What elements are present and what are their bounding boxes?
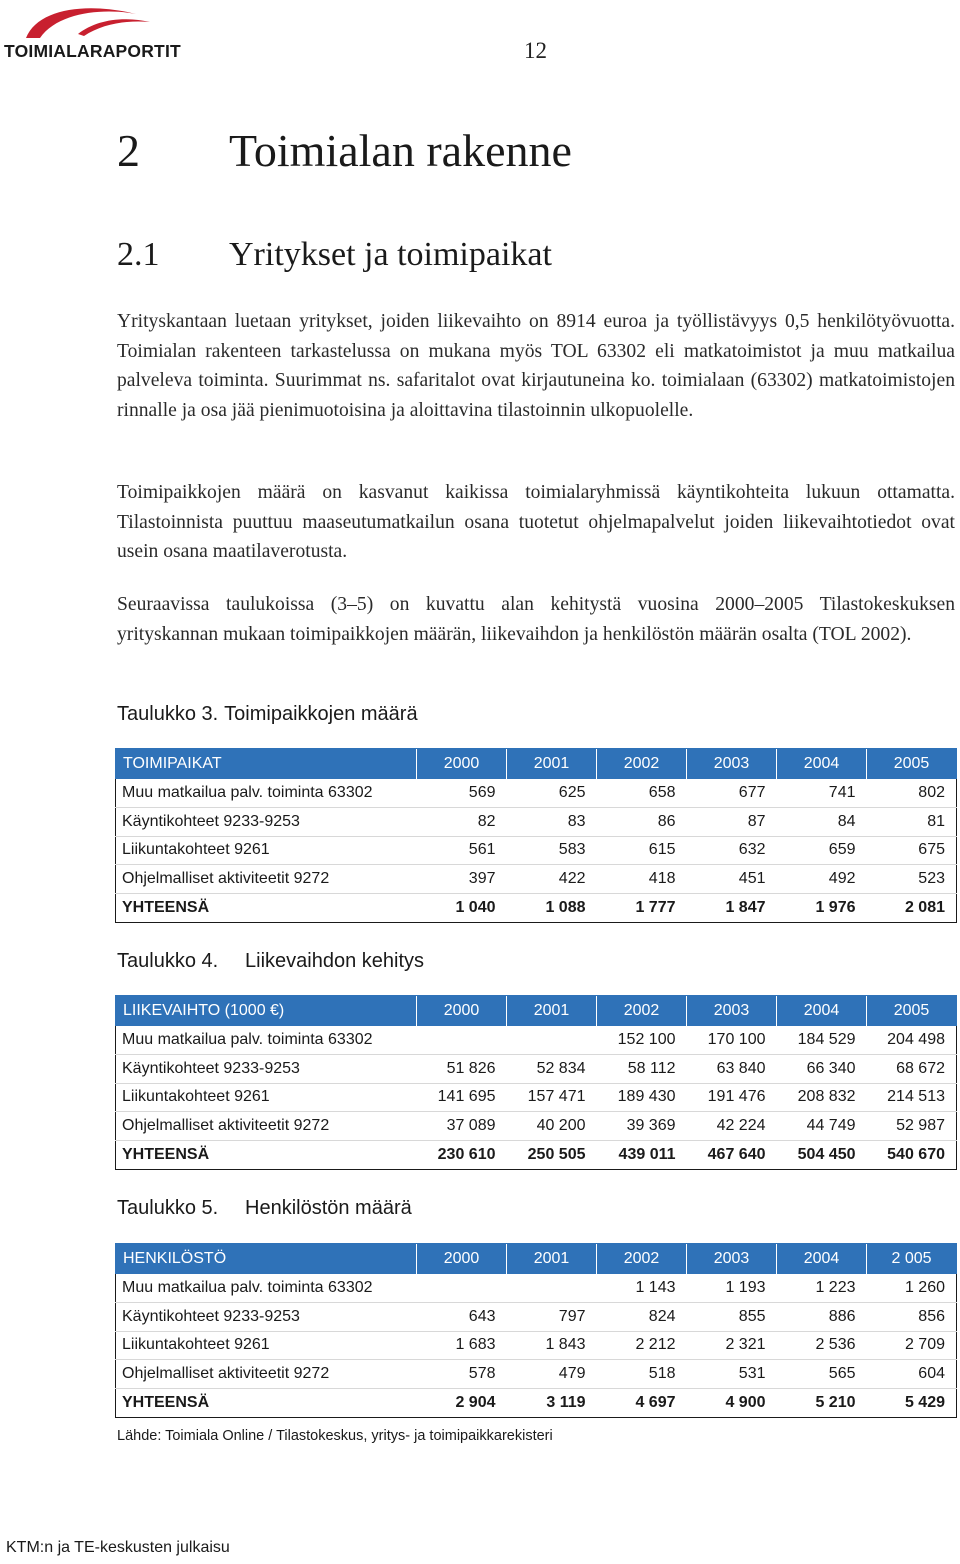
page-number: 12	[524, 38, 547, 63]
table-cell: 540 670	[867, 1141, 957, 1170]
row-label: Käyntikohteet 9233-9253	[116, 1054, 417, 1083]
column-header-category: LIIKEVAIHTO (1000 €)	[116, 996, 417, 1027]
row-label: Ohjelmalliset aktiviteetit 9272	[116, 1360, 417, 1389]
table-cell: 422	[507, 865, 597, 894]
table-cell: 1 777	[597, 894, 687, 923]
table-cell: 632	[687, 836, 777, 865]
table-cell: 40 200	[507, 1112, 597, 1141]
table-cell: 397	[417, 865, 507, 894]
table-row	[116, 1054, 957, 1083]
column-header-year: 2001	[507, 996, 597, 1027]
table-header-row	[116, 749, 957, 780]
table-caption	[117, 703, 418, 726]
column-header-year: 2003	[687, 1244, 777, 1275]
table-cell: 5 429	[867, 1389, 957, 1418]
establishments-table	[115, 748, 957, 923]
table-row	[116, 779, 957, 807]
row-label: YHTEENSÄ	[116, 1389, 417, 1418]
column-header-year: 2 005	[867, 1244, 957, 1275]
table-header-row	[116, 996, 957, 1027]
column-header-year: 2003	[687, 749, 777, 780]
table-row	[116, 1302, 957, 1331]
section-number: 2.1	[117, 236, 160, 273]
table-cell: 643	[417, 1302, 507, 1331]
row-label: Ohjelmalliset aktiviteetit 9272	[116, 1112, 417, 1141]
table-cell: 87	[687, 807, 777, 836]
table-total-row	[116, 894, 957, 923]
swoosh-logo-icon	[18, 4, 168, 46]
table-cell: 189 430	[597, 1083, 687, 1112]
row-label: Liikuntakohteet 9261	[116, 1331, 417, 1360]
table-cell: 39 369	[597, 1112, 687, 1141]
table-cell: 141 695	[417, 1083, 507, 1112]
table-cell: 230 610	[417, 1141, 507, 1170]
table-cell: 250 505	[507, 1141, 597, 1170]
table-caption-label: Taulukko 5.	[117, 1197, 219, 1219]
column-header-year: 2001	[507, 749, 597, 780]
table-cell: 208 832	[777, 1083, 867, 1112]
table-cell: 204 498	[867, 1026, 957, 1054]
table-cell: 565	[777, 1360, 867, 1389]
table-cell: 170 100	[687, 1026, 777, 1054]
table-cell: 1 193	[687, 1274, 777, 1302]
table-cell: 741	[777, 779, 867, 807]
column-header-year: 2000	[417, 996, 507, 1027]
table-cell: 82	[417, 807, 507, 836]
toimialaraportit-logo	[0, 0, 180, 70]
table-cell: 1 040	[417, 894, 507, 923]
table-cell: 2 904	[417, 1389, 507, 1418]
chapter-title: Toimialan rakenne	[229, 125, 572, 176]
table-cell: 1 976	[777, 894, 867, 923]
table-cell: 214 513	[867, 1083, 957, 1112]
table-cell: 504 450	[777, 1141, 867, 1170]
table-cell	[417, 1026, 507, 1054]
row-label: Muu matkailua palv. toiminta 63302	[116, 1274, 417, 1302]
table-cell: 824	[597, 1302, 687, 1331]
personnel-table	[115, 1243, 957, 1418]
table-cell: 451	[687, 865, 777, 894]
table-cell: 604	[867, 1360, 957, 1389]
table-cell: 583	[507, 836, 597, 865]
table-cell: 52 834	[507, 1054, 597, 1083]
table-cell: 1 843	[507, 1331, 597, 1360]
table-caption	[117, 1197, 412, 1220]
table-cell: 1 143	[597, 1274, 687, 1302]
column-header-category: HENKILÖSTÖ	[116, 1244, 417, 1275]
table-cell: 615	[597, 836, 687, 865]
table-cell: 467 640	[687, 1141, 777, 1170]
table-cell: 1 847	[687, 894, 777, 923]
table-cell: 886	[777, 1302, 867, 1331]
table-cell: 63 840	[687, 1054, 777, 1083]
table-cell: 2 321	[687, 1331, 777, 1360]
table-cell: 157 471	[507, 1083, 597, 1112]
table-row	[116, 1360, 957, 1389]
table-cell: 531	[687, 1360, 777, 1389]
table-cell: 5 210	[777, 1389, 867, 1418]
table-total-row	[116, 1389, 957, 1418]
table-cell: 797	[507, 1302, 597, 1331]
column-header-year: 2000	[417, 1244, 507, 1275]
column-header-year: 2005	[867, 996, 957, 1027]
table-cell: 81	[867, 807, 957, 836]
table-caption	[117, 950, 424, 973]
table-cell: 561	[417, 836, 507, 865]
table-cell: 2 536	[777, 1331, 867, 1360]
table-row	[116, 865, 957, 894]
table-caption-label: Taulukko 4.	[117, 950, 219, 972]
row-label: Käyntikohteet 9233-9253	[116, 1302, 417, 1331]
column-header-year: 2004	[777, 1244, 867, 1275]
chapter-heading	[117, 124, 572, 177]
table-cell: 51 826	[417, 1054, 507, 1083]
column-header-year: 2000	[417, 749, 507, 780]
table-total-row	[116, 1141, 957, 1170]
table-cell: 3 119	[507, 1389, 597, 1418]
column-header-year: 2002	[597, 1244, 687, 1275]
table-row	[116, 1083, 957, 1112]
row-label: Liikuntakohteet 9261	[116, 1083, 417, 1112]
table-caption-label: Taulukko 3.	[117, 703, 219, 725]
column-header-category: TOIMIPAIKAT	[116, 749, 417, 780]
table-cell: 675	[867, 836, 957, 865]
row-label: Muu matkailua palv. toiminta 63302	[116, 779, 417, 807]
table-cell: 66 340	[777, 1054, 867, 1083]
table-cell: 2 709	[867, 1331, 957, 1360]
row-label: YHTEENSÄ	[116, 894, 417, 923]
table-row	[116, 836, 957, 865]
table-cell: 569	[417, 779, 507, 807]
table-cell	[507, 1274, 597, 1302]
section-title: Yritykset ja toimipaikat	[229, 236, 552, 273]
row-label: Muu matkailua palv. toiminta 63302	[116, 1026, 417, 1054]
table-cell	[417, 1274, 507, 1302]
table-cell: 1 088	[507, 894, 597, 923]
table-caption-title: Liikevaihdon kehitys	[245, 950, 424, 972]
table-cell: 37 089	[417, 1112, 507, 1141]
footer-publisher: KTM:n ja TE-keskusten julkaisu	[6, 1539, 230, 1556]
table-cell: 855	[687, 1302, 777, 1331]
table-cell: 659	[777, 836, 867, 865]
table-cell: 658	[597, 779, 687, 807]
table-cell: 83	[507, 807, 597, 836]
table-cell: 439 011	[597, 1141, 687, 1170]
table-caption-title: Henkilöstön määrä	[245, 1197, 412, 1219]
table-cell: 68 672	[867, 1054, 957, 1083]
table-row	[116, 1331, 957, 1360]
table-cell: 191 476	[687, 1083, 777, 1112]
row-label: Käyntikohteet 9233-9253	[116, 807, 417, 836]
table-cell: 802	[867, 779, 957, 807]
table-cell: 1 683	[417, 1331, 507, 1360]
column-header-year: 2002	[597, 749, 687, 780]
table-row	[116, 1026, 957, 1054]
row-label: Ohjelmalliset aktiviteetit 9272	[116, 865, 417, 894]
column-header-year: 2003	[687, 996, 777, 1027]
turnover-table	[115, 995, 957, 1170]
table-cell: 52 987	[867, 1112, 957, 1141]
row-label: YHTEENSÄ	[116, 1141, 417, 1170]
table-cell: 578	[417, 1360, 507, 1389]
table-cell: 479	[507, 1360, 597, 1389]
table-cell: 625	[507, 779, 597, 807]
table-cell: 2 081	[867, 894, 957, 923]
table-caption-title: Toimipaikkojen määrä	[224, 703, 418, 725]
table-cell: 184 529	[777, 1026, 867, 1054]
table-cell: 1 260	[867, 1274, 957, 1302]
paragraph: Seuraavissa taulukoissa (3–5) on kuvattu alan kehitystä vuosina 2000–2005 Tilastokeskuksen yrityskannan mukaan toimipaikkojen määrän, liikevaihdon ja henkilöstön määrän osalta (TOL 2002).	[117, 594, 955, 645]
table-cell: 2 212	[597, 1331, 687, 1360]
table-cell: 1 223	[777, 1274, 867, 1302]
table-cell: 44 749	[777, 1112, 867, 1141]
table-cell: 523	[867, 865, 957, 894]
table-row	[116, 1274, 957, 1302]
table-row	[116, 1112, 957, 1141]
table-cell: 492	[777, 865, 867, 894]
source-note: Lähde: Toimiala Online / Tilastokeskus, yritys- ja toimipaikkarekisteri	[117, 1428, 553, 1444]
table-cell: 856	[867, 1302, 957, 1331]
table-cell	[507, 1026, 597, 1054]
table-header-row	[116, 1244, 957, 1275]
section-heading	[117, 236, 552, 274]
table-cell: 677	[687, 779, 777, 807]
table-cell: 86	[597, 807, 687, 836]
chapter-number: 2	[117, 125, 140, 176]
column-header-year: 2002	[597, 996, 687, 1027]
table-cell: 418	[597, 865, 687, 894]
column-header-year: 2004	[777, 749, 867, 780]
column-header-year: 2004	[777, 996, 867, 1027]
table-cell: 152 100	[597, 1026, 687, 1054]
column-header-year: 2001	[507, 1244, 597, 1275]
paragraph: Yrityskantaan luetaan yritykset, joiden liikevaihto on 8914 euroa ja työllistävyys 0,5 henkilötyövuotta. Toimialan rakenteen tarkastelussa on mukana myös TOL 63302 eli matkatoimistot ja muu matkailua palveleva toiminta. Suurimmat ns. safaritalot ovat kirjautuneina ko. toimialaan (63302) matkatoimistojen rinnalle ja osa jää pienimuotoisina ja aloittavina tilastoinnin ulkopuolelle.	[117, 311, 955, 421]
logo-text: TOIMIALARAPORTIT	[4, 41, 181, 61]
table-cell: 42 224	[687, 1112, 777, 1141]
row-label: Liikuntakohteet 9261	[116, 836, 417, 865]
table-cell: 518	[597, 1360, 687, 1389]
table-cell: 58 112	[597, 1054, 687, 1083]
paragraph: Toimipaikkojen määrä on kasvanut kaikissa toimialaryhmissä käyntikohteita lukuun ottamatta. Tilastoinnista puuttuu maaseutumatkailun osana tuotetut ohjelmapalvelut joiden liikevaihtotiedot ovat usein osana maatilaverotusta.	[117, 482, 955, 562]
table-cell: 4 900	[687, 1389, 777, 1418]
table-row	[116, 807, 957, 836]
column-header-year: 2005	[867, 749, 957, 780]
table-cell: 4 697	[597, 1389, 687, 1418]
table-cell: 84	[777, 807, 867, 836]
